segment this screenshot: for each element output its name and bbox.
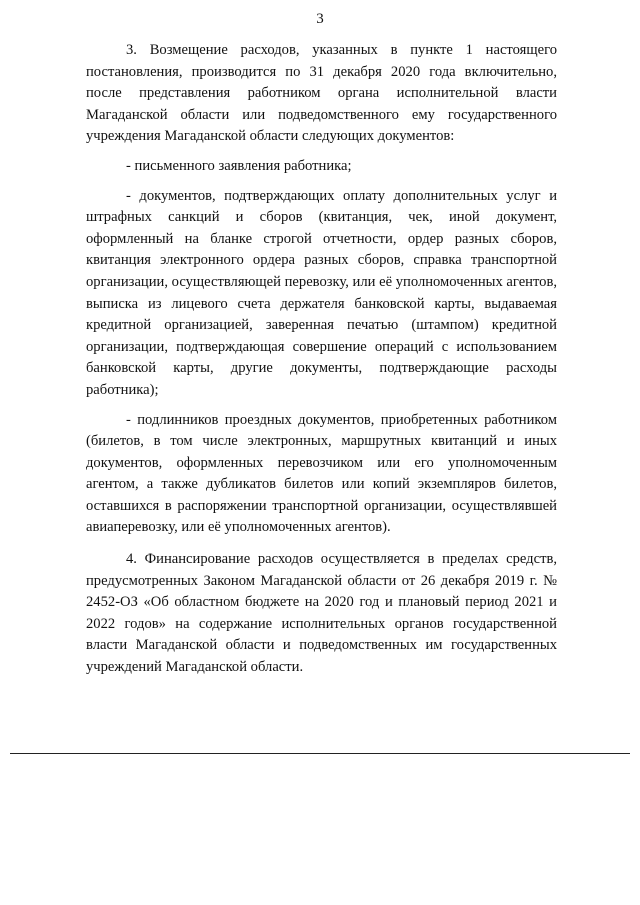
document-body [86,40,557,679]
list-item-original-travel-documents: - подлинников проездных документов, приобретенных работником (билетов, в том числе электронных, маршрутных квитанций и иных документов, оформленных перевозчиком или его уполномоченным агентом, а также дубликатов билетов или копий экземпляров билетов, оставшихся в распоряжении транспортной организации, осуществлявшей авиаперевозку, или её уполномоченных агентов). [86,411,557,536]
list-item-payment-documents: - документов, подтверждающих оплату дополнительных услуг и штрафных санкций и сборов (квитанция, чек, иной документ, оформленный на бланке строгой отчетности, ордер разных сборов, квитанция электронного ордера разных сборов, справка транспортной организации, осуществляющей перевозку, или её уполномоченных агентов, выписка из лицевого счета держателя банковской карты, выдаваемая кредитной организацией, заверенная печатью (штампом) кредитной организации, подтверждающая совершение операций с использованием банковской карты, другие документы, подтверждающие расходы работника); [86,187,557,398]
footer-divider [10,753,630,754]
paragraph-3-reimbursement: 3. Возмещение расходов, указанных в пункте 1 настоящего постановления, производится по 31 декабря 2020 года включительно, после представления работником органа исполнительной власти Магаданской области или подведомственного ему государственного учреждения Магаданской области следующих документов: [86,42,557,145]
list-item-written-application: - письменного заявления работника; [126,157,352,174]
page-number: 3 [316,11,324,27]
paragraph-4-financing: 4. Финансирование расходов осуществляется в пределах средств, предусмотренных Законом Магаданской области от 26 декабря 2019 г. № 2452-ОЗ «Об областном бюджете на 2020 год и плановый период 2021 и 2022 годов» на содержание исполнительных органов государственной власти Магаданской области и подведомственных им государственных учреждений Магаданской области. [86,551,557,676]
